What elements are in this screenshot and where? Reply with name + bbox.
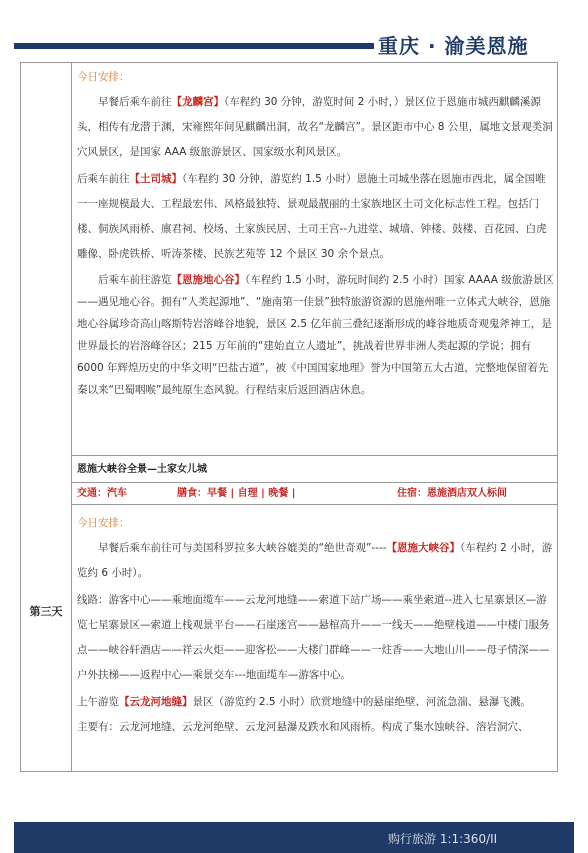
day3-agenda-label: 今日安排： — [77, 517, 130, 529]
day3-meals: 膳食：早餐 | 自理 | 晚餐 | — [177, 488, 296, 499]
day2-content — [77, 65, 555, 401]
header-bar — [14, 43, 374, 49]
day3-transport: 交通：汽车 — [77, 488, 127, 499]
row-divider-title — [71, 482, 557, 483]
day3-paragraph-3: 主要有：云龙河地缝、云龙河绝壁、云龙河悬瀑及跌水和风雨桥。构成了集水蚀峡谷、溶岩洞穴、 — [77, 721, 529, 733]
day3-paragraph-1: 早餐后乘车前往可与美国科罗拉多大峡谷媲美的“绝世奇观”----【恩施大峡谷】（车程约 2 小时，游览约 6 小时）。 — [77, 542, 553, 579]
row-divider-info — [71, 504, 557, 505]
day3-content — [77, 511, 555, 740]
row-divider-day3 — [71, 455, 557, 456]
column-divider — [71, 63, 72, 771]
day2-paragraph-3: 后乘车前往游览【恩施地心谷】（车程约 1.5 小时，游玩时间约 2.5 小时）国家 AAAA 级旅游景区——遇见地心谷。拥有“人类起源地”、“施南第一佳景”独特旅游资源的恩施州唯一立体式大峡谷，恩施地心谷属珍奇高山喀斯特岩溶峰谷地貌，景区 2.5 亿年前三叠纪逐渐形成的峰谷地质奇观鬼斧神工，是世界最长的岩溶峰谷区；215 万年前的“建始直立人遗址”，挑战着世界非洲人类起源的学说；拥有 6000 年辉煌历史的中华文明“巴盐古道”，被《中国国家地理》誉为中国第五大古道，完整地保留着先秦以来“巴蜀咽喉”最纯原生态风貌。行程结束后返回酒店休息。 — [77, 274, 554, 396]
day3-route: 线路：游客中心——乘地面缆车——云龙河地缝——索道下站广场——乘坐索道--进入七星寨景区—游览七星寨景区—索道上栈观景平台——石崖迷宫——悬棺高升——一线天——绝壁栈道——中楼门服务点——峡谷轩酒店——祥云火炬——迎客松——大楼门群峰——一炷香——大地山川——母子情深——户外扶梯——返程中心—乘景交车---地面缆车—游客中心。 — [77, 594, 550, 681]
footer-text: 购行旅游 1:1:360/II — [388, 832, 498, 846]
itinerary-table — [20, 62, 558, 772]
day2-agenda-label: 今日安排： — [77, 71, 130, 83]
day3-paragraph-2: 上午游览【云龙河地缝】景区（游览约 2.5 小时）欣赏地缝中的悬崖绝壁、河流急湍、悬瀑飞溅。 — [77, 696, 531, 708]
day2-paragraph-1: 早餐后乘车前往【龙麟宫】（车程约 30 分钟，游览时间 2 小时，）景区位于恩施市城西麒麟溪源头，相传有龙潜于渊，宋雍熙年间见麒麟出洞，故名“龙麟宫”。景区距市中心 8 公里，属地文景观类洞穴风景区，是国家 AAA 级旅游景区、国家级水利风景区。 — [77, 96, 553, 158]
day3-lodging: 住宿：恩施酒店双人标间 — [397, 488, 507, 499]
day-3-label: 第三天 — [29, 605, 63, 618]
day3-title: 恩施大峡谷全景—土家女儿城 — [77, 464, 207, 475]
brand-title: 重庆 · 渝美恩施 — [378, 34, 529, 58]
day2-paragraph-2: 后乘车前往【土司城】（车程约 30 分钟，游览约 1.5 小时）恩施土司城坐落在恩施市西北，属全国唯一一座规模最大、工程最宏伟、风格最独特、景观最靓丽的土家族地区土司文化标志性工程。包括门楼、侗族风雨桥、廪君祠、校场、土家族民居、土司王宫--九进堂、城墙、钟楼、鼓楼、百花园、白虎雕像、卧虎铁桥、听涛茶楼、民族艺苑等 12 个景区 30 余个景点。 — [77, 173, 547, 260]
